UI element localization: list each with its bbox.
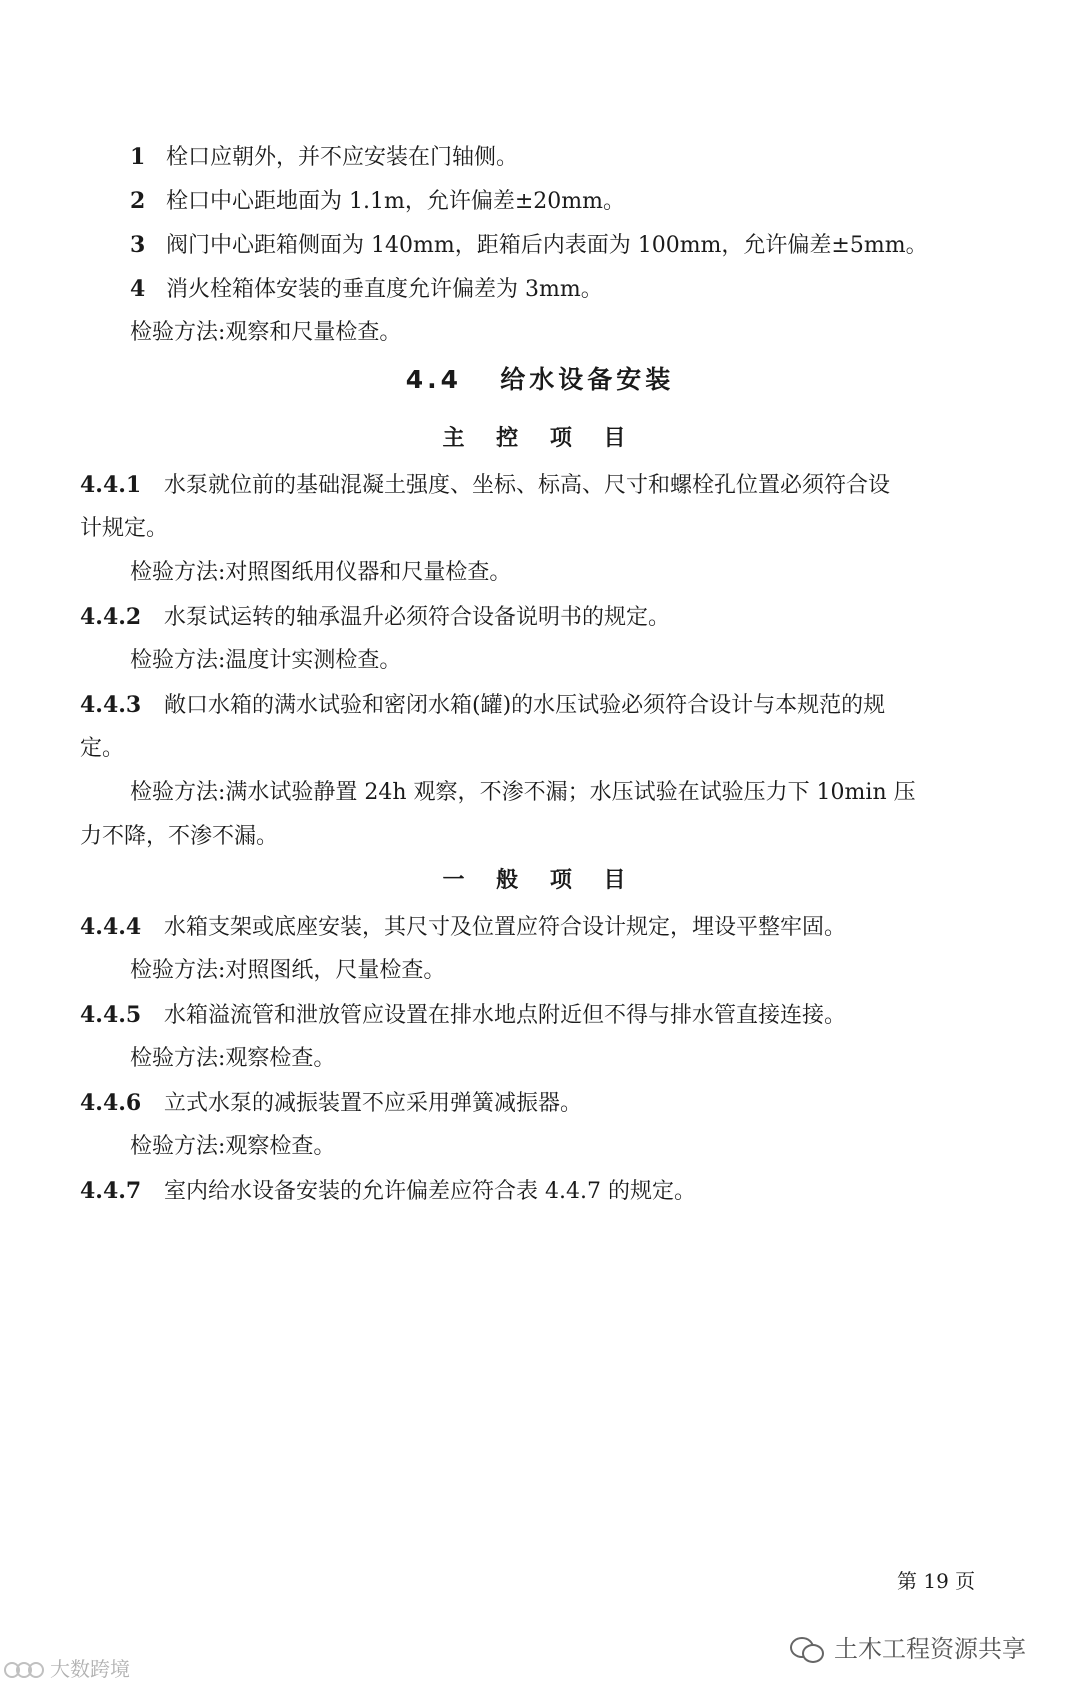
item-text: 栓口应朝外，并不应安装在门轴侧。 (166, 145, 519, 170)
clause-text-continued: 计规定。 (80, 516, 169, 541)
item-text: 消火栓箱体安装的垂直度允许偏差为 3mm。 (166, 277, 603, 302)
section-heading (0, 364, 1080, 396)
clause-4-4-6 (80, 1088, 582, 1119)
clause-text: 水箱支架或底座安装，其尺寸及位置应符合设计规定，埋设平整牢固。 (164, 915, 847, 940)
subheading-main-control: 主 控 项 目 (442, 426, 638, 451)
brand-logo-icon (4, 1659, 44, 1679)
watermark-wechat (790, 1634, 1026, 1664)
clause-4-4-1 (80, 470, 890, 501)
clause-number: 4.4.7 (80, 1178, 142, 1204)
clause-number: 4.4.1 (80, 472, 142, 498)
list-item-2 (130, 186, 625, 217)
clause-text: 立式水泵的减振装置不应采用弹簧减振器。 (164, 1091, 583, 1116)
clause-number: 4.4.6 (80, 1090, 142, 1116)
clause-4-4-4 (80, 912, 846, 943)
clause-text: 水泵就位前的基础混凝土强度、坐标、标高、尺寸和螺栓孔位置必须符合设 (164, 473, 891, 498)
subheading-general: 一 般 项 目 (442, 868, 638, 893)
section-number: 4.4 (405, 365, 463, 394)
wechat-icon (790, 1635, 824, 1663)
clause-text: 水泵试运转的轴承温升必须符合设备说明书的规定。 (164, 605, 671, 630)
item-number: 1 (130, 144, 146, 170)
clause-text-continued: 定。 (80, 736, 125, 761)
list-item-4 (130, 274, 603, 305)
inspection-method: 检验方法:对照图纸，尺量检查。 (130, 958, 446, 983)
item-number: 2 (130, 188, 146, 214)
list-item-1 (130, 142, 518, 173)
clause-4-4-7 (80, 1176, 696, 1207)
item-number: 3 (130, 232, 146, 258)
watermark-brand-text: 大数跨境 (50, 1657, 130, 1681)
inspection-method: 检验方法:温度计实测检查。 (130, 648, 402, 673)
clause-number: 4.4.4 (80, 914, 142, 940)
clause-text: 敞口水箱的满水试验和密闭水箱(罐)的水压试验必须符合设计与本规范的规 (164, 693, 886, 718)
item-text: 栓口中心距地面为 1.1m，允许偏差±20mm。 (166, 189, 625, 214)
item-text: 阀门中心距箱侧面为 140mm，距箱后内表面为 100mm，允许偏差±5mm。 (166, 233, 928, 258)
clause-number: 4.4.5 (80, 1002, 142, 1028)
clause-text: 室内给水设备安装的允许偏差应符合表 4.4.7 的规定。 (164, 1179, 696, 1204)
inspection-method-continued: 力不降，不渗不漏。 (80, 824, 279, 849)
clause-4-4-5 (80, 1000, 846, 1031)
watermark-brand (4, 1656, 130, 1682)
inspection-method: 检验方法:对照图纸用仪器和尺量检查。 (130, 560, 512, 585)
inspection-method: 检验方法:观察检查。 (130, 1134, 336, 1159)
clause-text: 水箱溢流管和泄放管应设置在排水地点附近但不得与排水管直接连接。 (164, 1003, 847, 1028)
clause-4-4-2 (80, 602, 670, 633)
item-number: 4 (130, 276, 146, 302)
page-number: 第 19 页 (897, 1569, 976, 1593)
watermark-text: 土木工程资源共享 (834, 1635, 1026, 1663)
section-title: 给水设备安装 (500, 365, 675, 394)
list-item-3 (130, 230, 928, 261)
inspection-method: 检验方法:观察和尺量检查。 (130, 320, 402, 345)
clause-number: 4.4.3 (80, 692, 142, 718)
clause-number: 4.4.2 (80, 604, 142, 630)
inspection-method: 检验方法:观察检查。 (130, 1046, 336, 1071)
inspection-method: 检验方法:满水试验静置 24h 观察，不渗不漏；水压试验在试验压力下 10min 压 (130, 780, 916, 805)
clause-4-4-3 (80, 690, 885, 721)
